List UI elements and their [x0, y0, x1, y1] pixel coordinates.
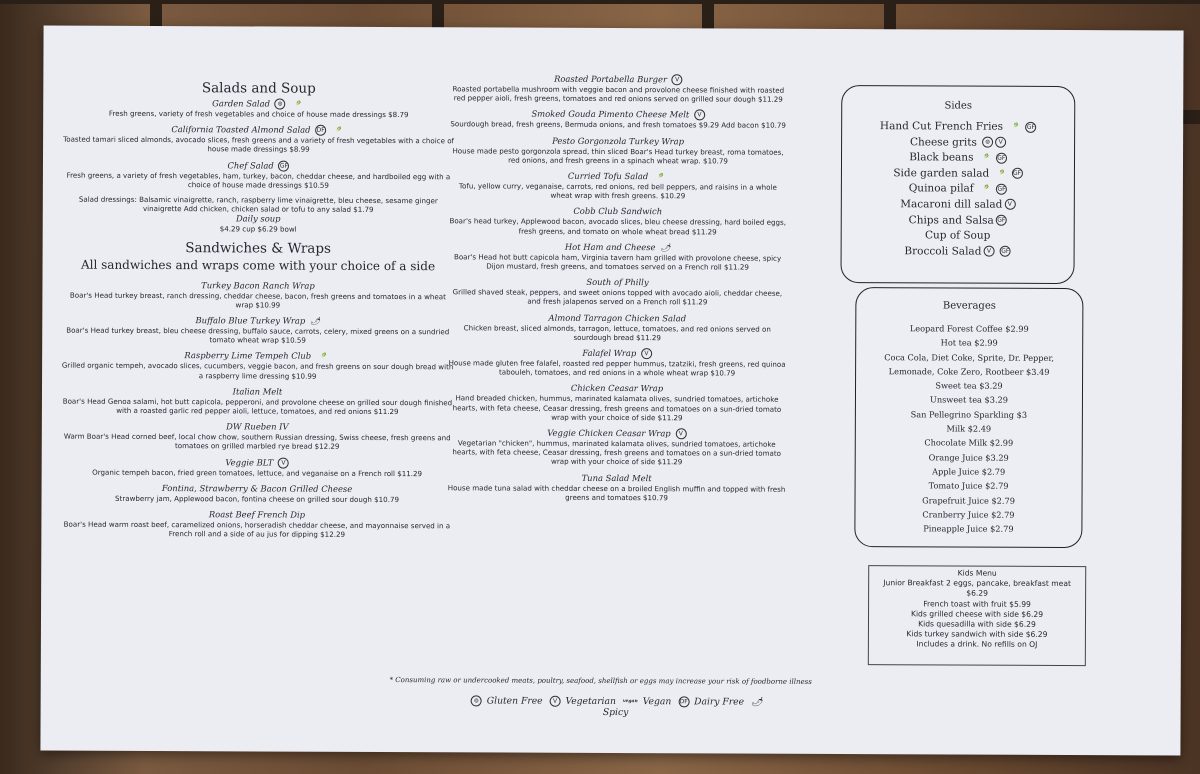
vegan-icon: 🥬: [999, 170, 1005, 176]
menu-item: [447, 383, 787, 423]
side-item: Broccoli Salad V GF: [904, 245, 1010, 258]
dairy-free-icon: DF: [315, 125, 326, 136]
beverage-item: Orange Juice $3.29: [928, 452, 1009, 463]
legend-vegan: Vegan: [642, 696, 672, 708]
menu-item: [61, 98, 456, 120]
kids-menu-box: [868, 565, 1086, 666]
menu-item: [448, 73, 788, 104]
menu-item: [60, 350, 455, 381]
vegan-icon: 🥬: [1013, 123, 1019, 129]
vegetarian-icon: V: [983, 246, 994, 257]
menu-item: [60, 421, 455, 452]
item-description: Boar's head turkey, Applewood bacon, avocado slices, bleu cheese dressing, hard boiled eggs, fresh greens, and tomato on whole wheat bread $11.29: [449, 216, 786, 237]
spicy-icon: 🌶: [309, 316, 321, 326]
menu-item: [447, 312, 787, 343]
vegetarian-icon: V: [550, 696, 561, 707]
menu-item: [61, 195, 456, 235]
vegan-icon: 🥬: [320, 353, 327, 359]
item-description: House made gluten free falafel, roasted red pepper hummus, tzatziki, fresh greens, red quinoa tabouleh, tomatoes, and red onions in a whole wheat wrap $10.79: [448, 358, 786, 378]
menu-item: [61, 159, 456, 190]
item-description: House made pesto gorgonzola spread, thin sliced Boar's Head turkey breast, roma tomatoes, red onions, and fresh greens in a spinach wheat wrap. $10.79: [452, 145, 784, 166]
item-description: Boar's Head Genoa salami, hot butt capicola, pepperoni, and provolone cheese on grilled sour dough finished with a roasted garlic red pepper aioli, lettuce, tomatoes, and red onions $11.29: [62, 396, 453, 417]
vegetarian-icon: V: [675, 428, 686, 439]
beverage-item: San Pellegrino Sparkling $3: [910, 409, 1028, 420]
item-name: Curried Tofu Salad: [567, 170, 649, 182]
kids-item: Kids grilled cheese with side $6.29: [910, 609, 1044, 619]
beverage-item: Apple Juice $2.79: [932, 466, 1006, 477]
item-description: Chicken breast, sliced almonds, tarragon, lettuce, tomatoes, and red onions served on sourdough bread $11.29: [463, 322, 771, 343]
menu-item: [448, 170, 788, 201]
menu-item: [447, 427, 787, 467]
beverage-item: Coca Cola, Diet Coke, Sprite, Dr. Pepper,: [884, 351, 1055, 363]
beverages-box: [854, 287, 1083, 548]
vegetarian-icon: V: [1004, 199, 1015, 210]
item-description: Grilled organic tempeh, avocado slices, cucumbers, veggie bacon, and fresh greens on sour dough bread with a raspberry lime dressing $10.99: [61, 361, 454, 381]
gluten-free-icon: GF: [1012, 168, 1023, 179]
beverage-item: Chocolate Milk $2.99: [924, 437, 1014, 449]
item-name: Fontina, Strawberry & Bacon Grilled Cheese: [161, 482, 353, 494]
legend-vegetarian: Vegetarian: [565, 695, 616, 708]
vegetarian-icon: V: [694, 110, 705, 121]
vegan-icon: vegan: [622, 698, 638, 704]
item-description: Organic tempeh bacon, fried green tomatoes, lettuce, and veganaise on a French roll $11.29: [92, 467, 423, 478]
item-description: Tofu, yellow curry, veganaise, carrots, red onions, red bell peppers, and raisins in a whole wheat wrap with fresh greens. $10.29: [458, 181, 777, 201]
side-item: Quinoa pilaf 🥬 GF: [908, 182, 1006, 195]
vegetarian-icon: V: [995, 137, 1006, 148]
item-name: Falafel Wrap: [582, 347, 637, 359]
kids-item: French toast with fruit $5.99: [923, 598, 1031, 609]
beverage-item: Grapefruit Juice $2.79: [922, 494, 1015, 506]
beverage-item: Leopard Forest Coffee $2.99: [909, 323, 1029, 334]
menu-column-middle: [446, 73, 788, 509]
item-description: Grilled shaved steak, peppers, and sweet onions topped with avocado aioli, cheddar cheese, and fresh jalapenos served on a French roll $11.29: [452, 287, 783, 307]
side-item: Black beans 🥬 GF: [909, 151, 1006, 164]
side-item: Side garden salad 🥬 GF: [893, 167, 1022, 180]
item-description: Boar's Head turkey breast, ranch dressing, cheddar cheese, bacon, fresh greens and tomatoes in a wheat wrap $10.99: [69, 290, 446, 310]
menu-item: [60, 456, 455, 478]
floor-grout: [0, 0, 1200, 4]
menu-item: [60, 315, 455, 346]
item-name: DW Rueben IV: [226, 421, 289, 432]
item-name: Turkey Bacon Ranch Wrap: [201, 279, 315, 291]
kids-item: Includes a drink. No refills on OJ: [916, 639, 1038, 650]
gluten-free-icon: ⊚: [275, 99, 286, 110]
menu-item: [448, 241, 788, 272]
item-description: Boar's Head hot butt capicola ham, Virginia tavern ham grilled with provolone cheese, spicy Dijon mustard, fresh greens, and tomatoes served on a French roll $11.29: [453, 252, 782, 272]
menu-item: [60, 279, 455, 310]
side-item: Hand Cut French Fries 🥬 GF: [879, 120, 1035, 133]
gluten-free-icon: ⊚: [982, 137, 993, 148]
beverage-item: Tomato Juice $2.79: [928, 480, 1009, 491]
item-name: Pesto Gorgonzola Turkey Wrap: [552, 135, 685, 146]
item-name: Garden Salad: [212, 98, 271, 109]
kids-item: Junior Breakfast 2 eggs, pancake, breakfast meat: [883, 578, 1072, 589]
item-name: Smoked Gouda Pimento Cheese Melt: [531, 109, 690, 120]
sides-heading: Sides: [944, 100, 973, 112]
item-name: Raspberry Lime Tempeh Club: [184, 350, 312, 362]
side-item: Chips and Salsa GF: [908, 213, 1006, 227]
menu-item: [447, 472, 787, 503]
menu-item: [448, 135, 788, 166]
item-name: Almond Tarragon Chicken Salad: [548, 312, 687, 323]
vegetarian-icon: V: [641, 348, 652, 359]
dairy-free-icon: DF: [678, 696, 689, 707]
item-name: Roasted Portabella Burger: [554, 73, 667, 85]
gluten-free-icon: ⊚: [471, 695, 482, 706]
item-description: Vegetarian "chicken", hummus, marinated kalamata olives, sundried tomatoes, artichoke hearts, with feta cheese, Ceasar dressing, fresh greens and tomatoes on a sun-dried tomato wrap with your choice of side $11.29: [452, 438, 782, 467]
gluten-free-icon: GF: [278, 160, 289, 171]
item-description: Roasted portabella mushroom with veggie bacon and provolone cheese finished with roasted red pepper aioli, fresh greens, tomatoes and red onions served on grilled sour dough $11.29: [452, 84, 785, 104]
vegan-icon: 🥬: [657, 173, 664, 179]
item-name: Tuna Salad Melt: [581, 472, 652, 483]
spicy-icon: 🌶: [750, 697, 763, 708]
diet-legend: [456, 695, 776, 718]
item-description: Boar's Head turkey breast, bleu cheese dressing, buffalo sauce, carrots, celery, mixed greens on a sundried tomato wheat wrap $10.59: [66, 325, 450, 345]
side-item: Macaroni dill salad V: [842, 197, 1074, 214]
menu-item: [448, 206, 788, 237]
beverage-item: Lemonade, Coke Zero, Rootbeer $3.49: [888, 366, 1050, 377]
salads-heading: Salads and Soup: [201, 80, 316, 97]
vegetarian-icon: V: [672, 74, 683, 85]
menu-sheet: [40, 26, 1183, 756]
item-name: Veggie BLT: [225, 456, 274, 468]
item-name: Hot Ham and Cheese: [564, 241, 656, 253]
vegan-icon: 🥬: [983, 185, 990, 192]
menu-item: [447, 347, 787, 378]
floor-grout: [432, 0, 444, 30]
menu-item: [61, 124, 456, 155]
beverages-heading: Beverages: [942, 300, 996, 312]
vegan-icon: 🥬: [335, 127, 342, 133]
legend-dairy-free: Dairy Free: [694, 696, 745, 708]
item-name: Roast Beef French Dip: [208, 509, 306, 520]
beverage-item: Milk $2.49: [946, 423, 992, 434]
side-item: Cup of Soup: [924, 229, 991, 242]
kids-item: $6.29: [966, 588, 989, 599]
item-description: Toasted tamari sliced almonds, avocado slices, fresh greens and a variety of fresh vegetables with a choice of house made dressings $8.99: [63, 134, 455, 155]
gluten-free-icon: GF: [996, 184, 1007, 195]
gluten-free-icon: GF: [1000, 246, 1011, 257]
item-description: Warm Boar's Head corned beef, local chow chow, southern Russian dressing, Swiss cheese, fresh greens and tomatoes on grilled marbled rye bread $12.29: [63, 431, 451, 452]
beverage-item: Cranberry Juice $2.79: [922, 509, 1015, 520]
item-name: California Toasted Almond Salad: [171, 124, 311, 135]
beverage-item: Hot tea $2.99: [940, 337, 998, 348]
menu-item: [60, 385, 455, 416]
sandwiches-subtitle: All sandwiches and wraps come with your choice of a side: [80, 257, 436, 273]
item-name: Cobb Club Sandwich: [573, 206, 663, 217]
item-name: South of Philly: [586, 277, 649, 288]
menu-item: [447, 277, 787, 308]
item-name: Chicken Ceasar Wrap: [570, 383, 664, 394]
vegan-icon: 🥬: [295, 101, 301, 107]
item-description: Strawberry jam, Applewood bacon, fontina cheese on grilled sour dough $10.79: [115, 493, 400, 504]
beverage-item: Unsweet tea $3.29: [929, 394, 1008, 406]
sides-box: [840, 85, 1075, 284]
menu-item: [60, 482, 455, 504]
item-name: Chef Salad: [227, 159, 274, 171]
item-description: Hand breaded chicken, hummus, marinated kalamata olives, sundried tomatoes, artichoke hearts, with feta cheese, Ceasar dressing, fresh greens and tomatoes on a sun-dried tomato wrap with your choice of side $11.29: [452, 393, 782, 423]
beverage-item: Sweet tea $3.29: [935, 380, 1003, 391]
item-description: Fresh greens, a variety of fresh vegetables, ham, turkey, bacon, cheddar cheese, and hardboiled egg with a choice of house made dressings $10.59: [66, 170, 451, 190]
item-description: Boar's Head warm roast beef, caramelized onions, horseradish cheddar cheese, and mayonnaise served in a French roll and a side of au jus for dipping $12.29: [63, 519, 451, 540]
item-name: Buffalo Blue Turkey Wrap: [195, 315, 306, 326]
kids-item: Kids quesadilla with side $6.29: [918, 619, 1036, 629]
menu-item: [59, 509, 454, 540]
beverage-item: Pineapple Juice $2.79: [923, 523, 1014, 534]
item-description: Sourdough bread, fresh greens, Bermuda onions, and fresh tomatoes $9.29 Add bacon $10.79: [450, 119, 786, 131]
legend-gluten-free: Gluten Free: [486, 695, 543, 707]
soup-price: $4.29 cup $6.29 bowl: [219, 224, 297, 235]
item-name: Veggie Chicken Ceasar Wrap: [547, 427, 671, 439]
vegan-icon: 🥬: [983, 154, 990, 160]
gluten-free-icon: GF: [996, 152, 1007, 163]
spicy-icon: 🌶: [660, 243, 671, 253]
item-name: Italian Melt: [232, 386, 283, 397]
item-name: Daily soup: [235, 213, 281, 224]
foodborne-illness-notice: * Consuming raw or undercooked meats, poultry, seafood, shellfish or eggs may increase your risk of foodborne illness: [389, 676, 812, 686]
kids-item: Kids turkey sandwich with side $6.29: [906, 629, 1048, 640]
gluten-free-icon: GF: [996, 215, 1007, 226]
salad-dressings: Salad dressings: Balsamic vinaigrette, ranch, raspberry lime vinaigrette, bleu cheese, sesame ginger vinaigrette Add chicken, chicken salad or tofu to any salad $1.79: [78, 194, 438, 215]
gluten-free-icon: GF: [1025, 121, 1036, 132]
vegetarian-icon: V: [278, 457, 289, 468]
sandwiches-heading: Sandwiches & Wraps: [185, 239, 331, 257]
side-item: Cheese grits ⊚ V: [842, 135, 1074, 152]
item-description: Fresh greens, variety of fresh vegetables and choice of house made dressings $8.79: [108, 108, 409, 120]
item-description: House made tuna salad with cheddar cheese on a broiled English muffin and topped with fresh greens and tomatoes $10.79: [447, 482, 786, 503]
kids-heading: Kids Menu: [957, 568, 997, 578]
menu-column-left: [59, 78, 456, 546]
menu-item: [448, 109, 788, 131]
legend-spicy: Spicy: [602, 706, 629, 719]
